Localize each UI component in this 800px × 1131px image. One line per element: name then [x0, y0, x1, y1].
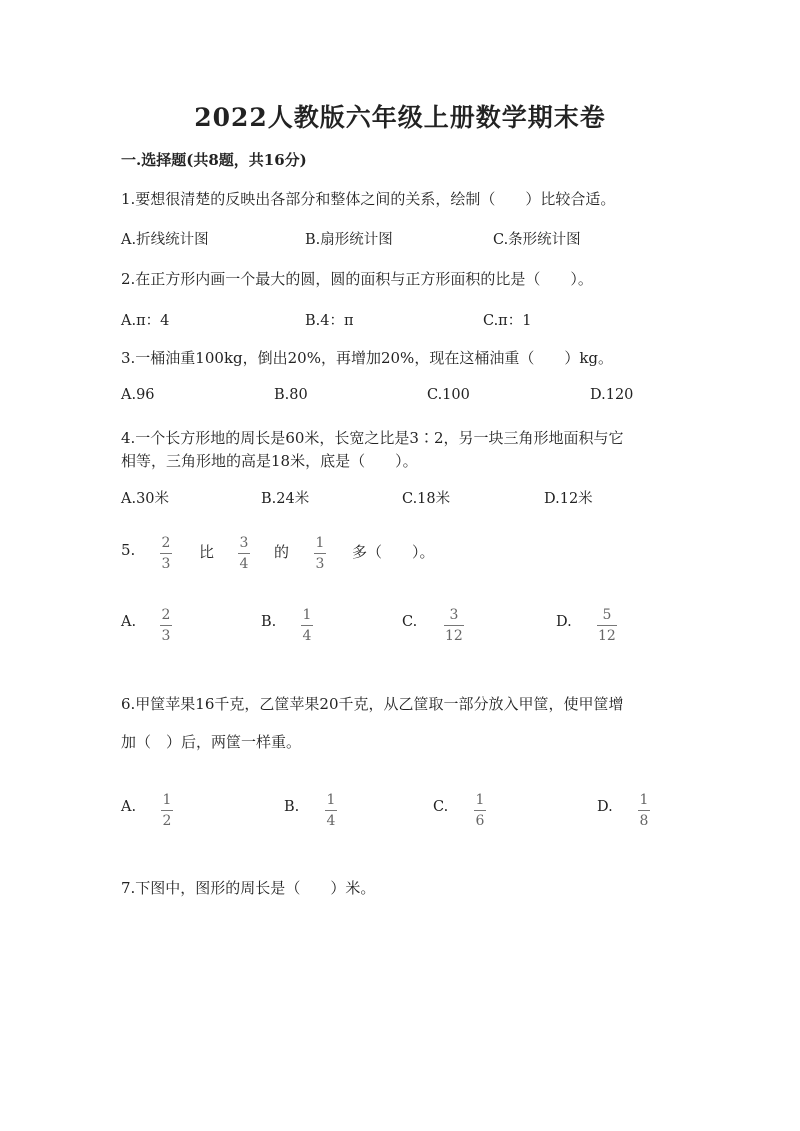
q5-word-de: 的	[274, 543, 290, 561]
q3-option-a: A.96	[121, 387, 155, 403]
q5-option-a-fraction	[160, 608, 172, 643]
q5-fraction-1	[160, 536, 172, 571]
q4-option-d: D.12米	[544, 491, 593, 507]
question-3: 3.一桶油重100kg，倒出20%，再增加20%，现在这桶油重（ ）kg。	[121, 349, 614, 367]
question-7: 7.下图中，图形的周长是（ ）米。	[121, 879, 376, 897]
denominator: 12	[598, 628, 616, 644]
denominator: 4	[239, 556, 249, 572]
q4-option-c: C.18米	[402, 491, 451, 507]
numerator: 2	[161, 607, 171, 623]
denominator: 8	[639, 813, 649, 829]
numerator: 3	[449, 607, 459, 623]
numerator: 1	[302, 607, 312, 623]
q5-option-c-fraction	[444, 608, 464, 643]
denominator: 4	[302, 628, 312, 644]
denominator: 2	[162, 813, 172, 829]
q6-option-c-fraction	[474, 793, 486, 828]
page-title: 2022人教版六年级上册数学期末卷	[194, 103, 606, 132]
numerator: 1	[315, 535, 325, 551]
q5-option-d-label: D.	[556, 614, 572, 630]
q6-option-d-label: D.	[597, 799, 613, 815]
q2-option-c: C.π：1	[483, 313, 532, 329]
q6-option-b-fraction	[325, 793, 337, 828]
q5-option-d-fraction	[597, 608, 617, 643]
q5-option-b-label: B.	[261, 614, 277, 630]
q5-word-duo: 多（ ）。	[352, 543, 435, 561]
q6-option-d-fraction	[638, 793, 650, 828]
q5-fraction-3	[314, 536, 326, 571]
question-2: 2.在正方形内画一个最大的圆，圆的面积与正方形面积的比是（ ）。	[121, 270, 593, 288]
question-1: 1.要想很清楚的反映出各部分和整体之间的关系，绘制（ ）比较合适。	[121, 190, 616, 208]
q5-option-b-fraction	[301, 608, 313, 643]
numerator: 1	[475, 792, 485, 808]
numerator: 3	[239, 535, 249, 551]
q2-option-a: A.π：4	[121, 313, 170, 329]
q6-option-a-label: A.	[121, 799, 137, 815]
q4-option-a: A.30米	[121, 491, 170, 507]
q1-option-b: B.扇形统计图	[305, 232, 393, 248]
denominator: 6	[475, 813, 485, 829]
q6-option-a-fraction	[161, 793, 173, 828]
numerator: 1	[326, 792, 336, 808]
q1-option-c: C.条形统计图	[493, 232, 581, 248]
question-6-line-2: 加（ ）后，两筐一样重。	[121, 733, 302, 751]
q5-word-bi: 比	[199, 543, 215, 561]
question-4-line-1: 4.一个长方形地的周长是60米，长宽之比是3∶2，另一块三角形地面积与它	[121, 429, 624, 447]
question-4-line-2: 相等，三角形地的高是18米，底是（ ）。	[121, 452, 418, 470]
question-5-number: 5.	[121, 541, 136, 559]
numerator: 1	[639, 792, 649, 808]
numerator: 2	[161, 535, 171, 551]
q5-fraction-2	[238, 536, 250, 571]
q3-option-d: D.120	[590, 387, 634, 403]
q5-option-a-label: A.	[121, 614, 137, 630]
q3-option-c: C.100	[427, 387, 470, 403]
q6-option-c-label: C.	[433, 799, 449, 815]
question-6-line-1: 6.甲筐苹果16千克，乙筐苹果20千克，从乙筐取一部分放入甲筐，使甲筐增	[121, 695, 624, 713]
q2-option-b: B.4：π	[305, 313, 354, 329]
numerator: 1	[162, 792, 172, 808]
q3-option-b: B.80	[274, 387, 308, 403]
q4-option-b: B.24米	[261, 491, 310, 507]
denominator: 3	[315, 556, 325, 572]
denominator: 3	[161, 628, 171, 644]
denominator: 4	[326, 813, 336, 829]
numerator: 5	[602, 607, 612, 623]
q6-option-b-label: B.	[284, 799, 300, 815]
denominator: 12	[445, 628, 463, 644]
section-heading: 一.选择题(共8题，共16分)	[121, 151, 307, 169]
q1-option-a: A.折线统计图	[121, 232, 209, 248]
denominator: 3	[161, 556, 171, 572]
q5-option-c-label: C.	[402, 614, 418, 630]
